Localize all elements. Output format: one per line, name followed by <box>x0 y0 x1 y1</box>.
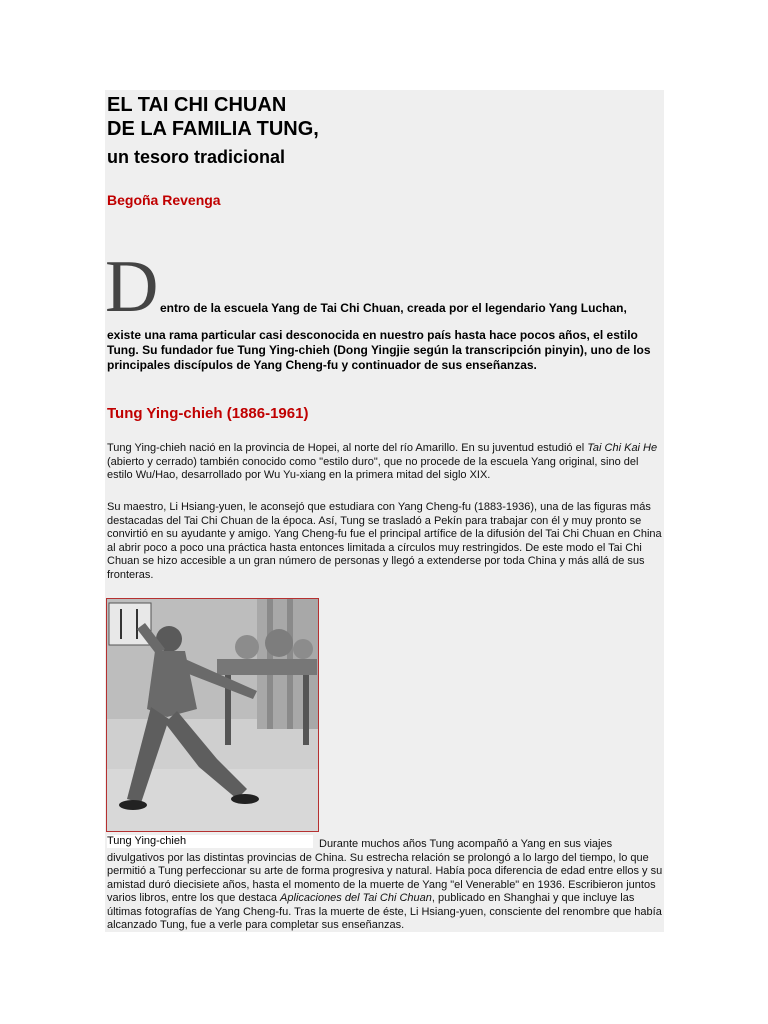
paragraph-3 <box>107 838 663 932</box>
paragraph-1 <box>107 442 663 483</box>
lead-paragraph: existe una rama particular casi desconocida en nuestro país hasta hace pocos años, el estilo Tung. Su fundador fue Tung Ying-chieh (Dong Yingjie según la transcripción pinyin), uno de los principales discípulos de Yang Cheng-fu y continuador de sus enseñanzas. <box>107 328 651 372</box>
drop-cap-letter: D <box>105 246 159 328</box>
author-name: Begoña Revenga <box>107 192 221 208</box>
article-title-line-2: DE LA FAMILIA TUNG, <box>107 118 319 140</box>
photo-illustration <box>107 599 318 831</box>
lead-first-line: entro de la escuela Yang de Tai Chi Chuan, creada por el legendario Yang Luchan, <box>160 301 627 315</box>
document-page <box>105 90 664 932</box>
article-subtitle: un tesoro tradicional <box>107 147 286 167</box>
article-title-line-1: EL TAI CHI CHUAN <box>107 94 287 116</box>
paragraph-3-italic: Aplicaciones del Tai Chi Chuan <box>280 892 432 904</box>
paragraph-1-text-b: (abierto y cerrado) también conocido como "estilo duro", que no procede de la escuela Yang original, sino del estilo Wu/Hao, desarrollado por Wu Yu-xiang en la primera mitad del siglo XIX. <box>107 455 639 481</box>
paragraph-3-text-b: , publicado en Shanghai y que incluye las últimas fotografías de Yang Cheng-fu. Tras la muerte de éste, Li Hsiang-yuen, consciente del renombre que había alcanzado Tung, fue a verle para completar sus enseñanzas. <box>107 892 662 931</box>
paragraph-1-italic: Tai Chi Kai He <box>587 442 658 454</box>
photo-caption: Tung Ying-chieh <box>107 835 313 848</box>
paragraph-3-text-a: Durante muchos años Tung acompañó a Yang en sus viajes divulgativos por las distintas provincias de China. Su estrecha relación se prolongó a lo largo del tiempo, lo que permitió a Tung perfeccionar su arte de forma progresiva y natural. Había poca diferencia de edad entre ellos y su amistad duró diecisiete años, hasta el momento de la muerte de Yang "el Venerable" en 1936. Escribieron juntos varios libros, entre los que destaca <box>107 838 663 904</box>
portrait-photo <box>106 598 319 832</box>
section-heading: Tung Ying-chieh (1886-1961) <box>107 405 309 422</box>
paragraph-2: Su maestro, Li Hsiang-yuen, le aconsejó que estudiara con Yang Cheng-fu (1883-1936), una de las figuras más destacadas del Tai Chi Chuan de la época. Así, Tung se trasladó a Pekín para trabajar con él y muy pronto se convirtió en su ayudante y amigo. Yang Cheng-fu fue el principal artífice de la difusión del Tai Chi Chuan en China al abrir poco a poco una práctica hasta entonces limitada a círculos muy restringidos. De este modo el Tai Chi Chuan se hizo accesible a un gran número de personas y llegó a extenderse por toda China y más allá de sus fronteras. <box>107 501 662 581</box>
paragraph-1-text-a: Tung Ying-chieh nació en la provincia de Hopei, al norte del río Amarillo. En su juventud estudió el <box>107 442 588 454</box>
